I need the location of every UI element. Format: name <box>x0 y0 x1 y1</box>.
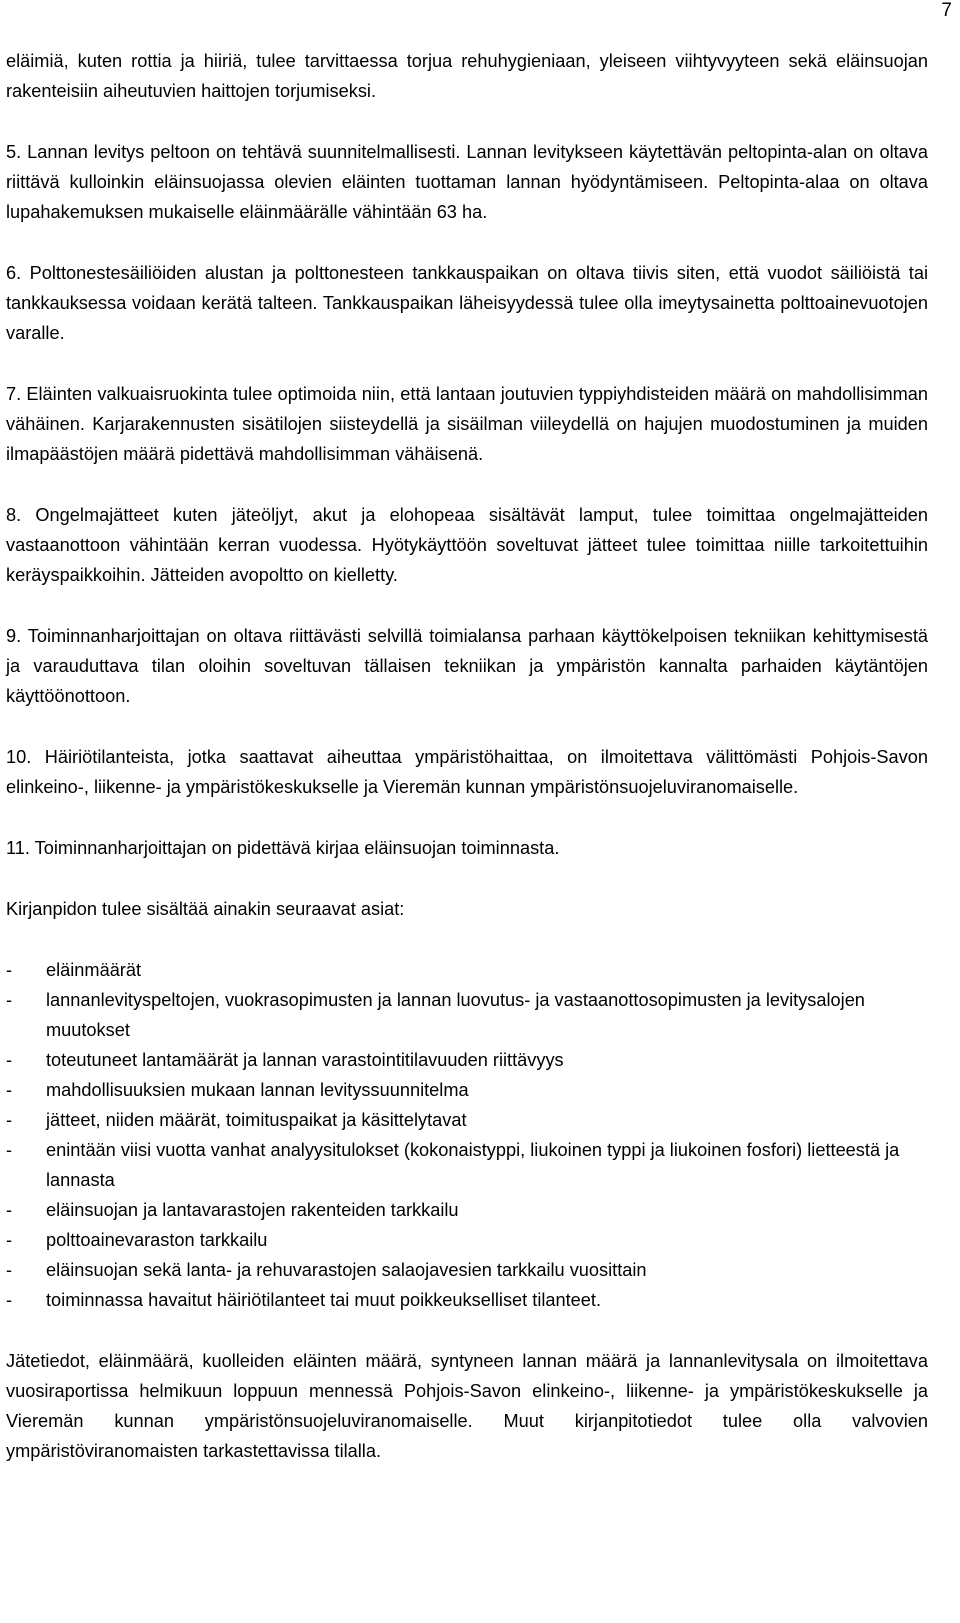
list-dash: - <box>6 1080 13 1100</box>
list-item <box>6 955 928 985</box>
list-item-text: eläinmäärät <box>46 960 142 980</box>
list-item <box>6 1255 928 1285</box>
list-item-text: toteutuneet lantamäärät ja lannan varastointitilavuuden riittävyys <box>46 1050 564 1070</box>
list-item <box>6 1225 928 1255</box>
list-dash: - <box>6 1140 13 1160</box>
list-dash: - <box>6 1110 13 1130</box>
list-item <box>6 1105 928 1135</box>
list-item <box>6 985 928 1045</box>
list-item <box>6 1195 928 1225</box>
paragraph-6: 6. Polttonestesäiliöiden alustan ja polttonesteen tankkauspaikan on oltava tiivis siten, että vuodot säiliöistä tai tankkauksessa voidaan kerätä talteen. Tankkauspaikan läheisyydessä tulee olla imeytysainetta polttoainevuotojen varalle. <box>6 263 928 343</box>
document-body <box>6 46 928 1497</box>
list-item-text: eläinsuojan ja lantavarastojen rakenteiden tarkkailu <box>46 1200 459 1220</box>
list-dash: - <box>6 990 13 1010</box>
paragraph-9: 9. Toiminnanharjoittajan on oltava riittävästi selvillä toimialansa parhaan käyttökelpoisen tekniikan kehittymisestä ja varauduttava tilan oloihin soveltuvan tällaisen tekniikan ja ympäristön kannalta parhaiden käytäntöjen käyttöönottoon. <box>6 626 928 706</box>
paragraph-intro: eläimiä, kuten rottia ja hiiriä, tulee tarvittaessa torjua rehuhygieniaan, yleiseen viihtyvyyteen sekä eläinsuojan rakenteisiin aiheutuvien haittojen torjumiseksi. <box>6 51 928 101</box>
list-item-text: lannanlevityspeltojen, vuokrasopimusten ja lannan luovutus- ja vastaanottosopimusten ja levitysalojen muutokset <box>46 990 865 1040</box>
list-dash: - <box>6 1290 13 1310</box>
list-item-text: toiminnassa havaitut häiriötilanteet tai muut poikkeukselliset tilanteet. <box>46 1290 602 1310</box>
list-item <box>6 1075 928 1105</box>
list-dash: - <box>6 1230 13 1250</box>
paragraph-closing: Jätetiedot, eläinmäärä, kuolleiden eläinten määrä, syntyneen lannan määrä ja lannanlevitysala on ilmoitettava vuosiraportissa helmikuun loppuun mennessä Pohjois-Savon elinkeino-, liikenne- ja ympäristökeskukselle ja Vieremän kunnan ympäristönsuojeluviranomaiselle. Muut kirjanpitotiedot tulee olla valvovien ympäristöviranomaisten tarkastettavissa tilalla. <box>6 1351 928 1461</box>
paragraph-7: 7. Eläinten valkuaisruokinta tulee optimoida niin, että lantaan joutuvien typpiyhdisteiden määrä on mahdollisimman vähäinen. Karjarakennusten sisätilojen siisteydellä ja sisäilman viileydellä on hajujen muodostuminen ja muiden ilmapäästöjen määrä pidettävä mahdollisimman vähäisenä. <box>6 384 928 464</box>
paragraph-10: 10. Häiriötilanteista, jotka saattavat aiheuttaa ympäristöhaittaa, on ilmoitettava välittömästi Pohjois-Savon elinkeino-, liikenne- ja ympäristökeskukselle ja Vieremän kunnan ympäristönsuojeluviranomaiselle. <box>6 747 928 797</box>
paragraph-5: 5. Lannan levitys peltoon on tehtävä suunnitelmallisesti. Lannan levitykseen käytettävän peltopinta-alan on oltava riittävä kulloinkin eläinsuojassa olevien eläinten tuottaman lannan hyödyntämiseen. Peltopinta-alaa on oltava lupahakemuksen mukaiselle eläinmäärälle vähintään 63 ha. <box>6 142 928 222</box>
list-item-text: eläinsuojan sekä lanta- ja rehuvarastojen salaojavesien tarkkailu vuosittain <box>46 1260 647 1280</box>
list-dash: - <box>6 1050 13 1070</box>
paragraph-8: 8. Ongelmajätteet kuten jäteöljyt, akut ja elohopeaa sisältävät lamput, tulee toimittaa ongelmajätteiden vastaanottoon vähintään kerran vuodessa. Hyötykäyttöön soveltuvat jätteet tulee toimittaa niille tarkoitettuihin keräyspaikkoihin. Jätteiden avopoltto on kielletty. <box>6 505 928 585</box>
list-item-text: enintään viisi vuotta vanhat analyysitulokset (kokonaistyppi, liukoinen typpi ja liukoinen fosfori) lietteestä ja lannasta <box>46 1140 900 1190</box>
list-intro: Kirjanpidon tulee sisältää ainakin seuraavat asiat: <box>6 899 405 919</box>
list-dash: - <box>6 960 13 980</box>
list-item-text: mahdollisuuksien mukaan lannan levityssuunnitelma <box>46 1080 469 1100</box>
page-number: 7 <box>941 0 952 21</box>
list-item <box>6 1135 928 1195</box>
paragraph-11: 11. Toiminnanharjoittajan on pidettävä kirjaa eläinsuojan toiminnasta. <box>6 838 560 858</box>
list-dash: - <box>6 1200 13 1220</box>
record-keeping-list <box>6 955 928 1315</box>
list-item <box>6 1045 928 1075</box>
list-dash: - <box>6 1260 13 1280</box>
list-item <box>6 1285 928 1315</box>
list-item-text: jätteet, niiden määrät, toimituspaikat ja käsittelytavat <box>46 1110 467 1130</box>
list-item-text: polttoainevaraston tarkkailu <box>46 1230 268 1250</box>
